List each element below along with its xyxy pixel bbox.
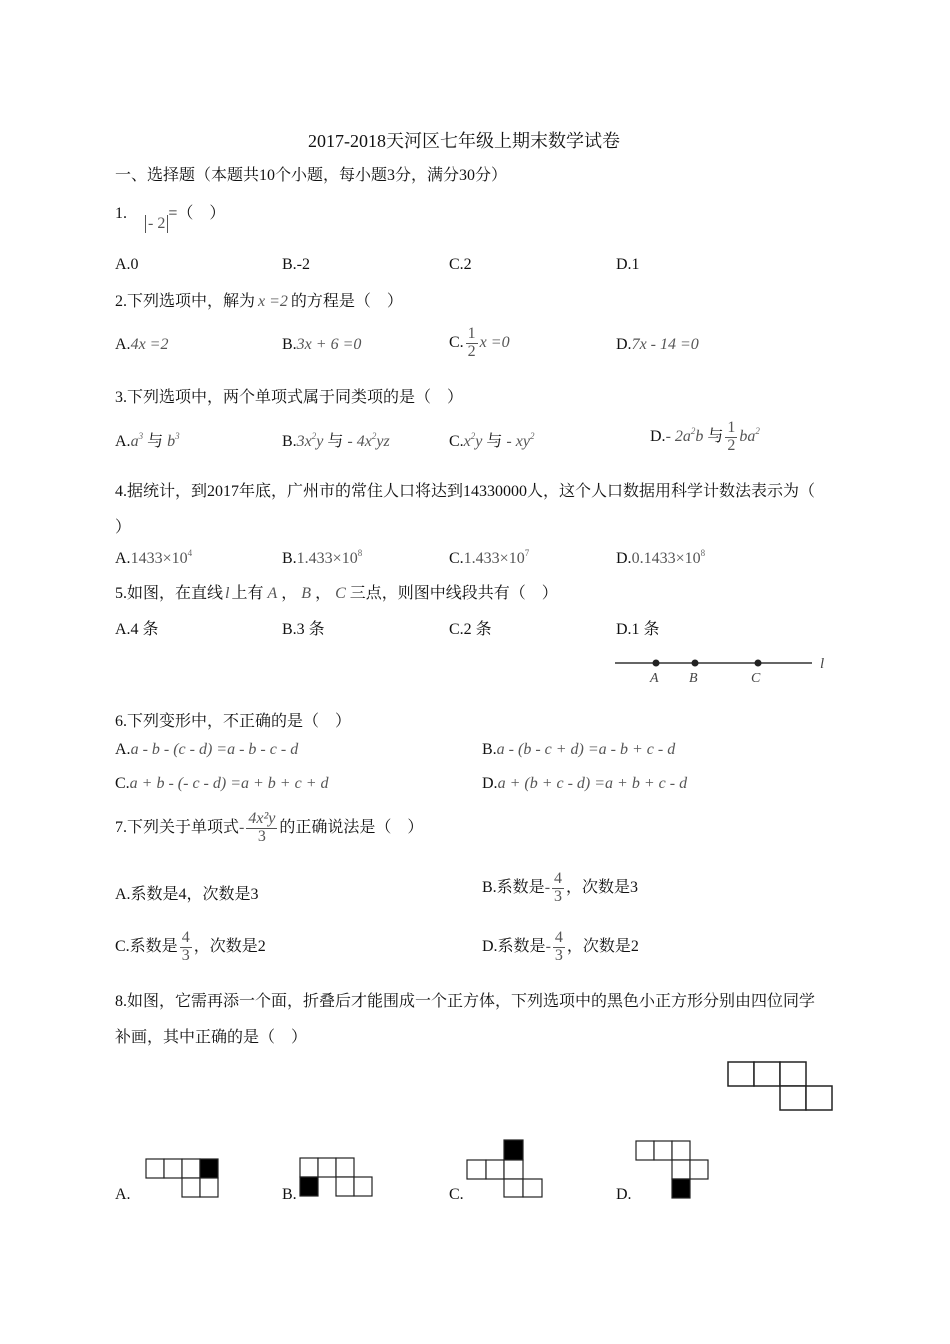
question-5: 5.如图，在直线 l 上有 A ， B ， C 三点，则图中线段共有（ ）	[115, 585, 558, 602]
page-title: 2017-2018天河区七年级上期末数学试卷	[308, 131, 620, 151]
question-2	[115, 288, 403, 311]
point-a	[653, 660, 660, 667]
q5-option-b: B.3 条	[282, 621, 325, 638]
black-square	[672, 1179, 690, 1198]
q1-option-a: A.0	[115, 256, 139, 273]
black-square	[300, 1177, 318, 1196]
question-1	[115, 200, 226, 232]
black-square	[504, 1140, 523, 1160]
q6-option-c: C.a + b - (- c - d) =a + b + c + d	[115, 775, 329, 792]
section-heading: 一、选择题（本题共10个小题，每小题3分，满分30分）	[115, 167, 508, 184]
q1-stem: =（ ）	[168, 205, 226, 222]
q2-option-b: B.3x + 6 =0	[282, 336, 362, 353]
label-l: l	[820, 656, 825, 672]
q7-option-a: A.系数是4，次数是3	[115, 886, 259, 903]
point-c	[755, 660, 762, 667]
q8-option-c-figure	[466, 1139, 546, 1199]
label-b: B	[689, 671, 698, 686]
net-square	[728, 1062, 754, 1086]
question-8: 8.如图，它需再添一个面，折叠后才能围成一个正方体，下列选项中的黑色小正方形分别由四位同学	[115, 993, 816, 1010]
q8-option-b-figure	[299, 1157, 377, 1199]
q5-option-d: D.1 条	[616, 621, 660, 638]
q3-option-a: $A.a^3$ 与 $b^3$	[115, 431, 180, 450]
net-square	[780, 1062, 806, 1086]
q6-option-a: A.a - b - (c - d) =a - b - c - d	[115, 741, 299, 758]
q1-number: 1.	[115, 205, 127, 222]
q7-option-b: B.系数是- $\frac{4}{3}$ ，次数是3	[482, 870, 639, 905]
net-square	[780, 1086, 806, 1110]
q1-absolute-value: - 2	[145, 215, 168, 233]
q5-option-c: C.2 条	[449, 621, 492, 638]
question-7: 7.下列关于单项式- $\frac{\text{4x²y}}{3}$ 的正确说法是（ ）	[115, 810, 424, 845]
q4-option-d: $D.0.1433\times 10^8$	[616, 548, 706, 567]
q8-option-d-figure	[635, 1140, 713, 1200]
q7-option-d: D.系数是- $\frac{4}{3}$ ，次数是2	[482, 929, 639, 964]
q4-option-c: $C.1.433\times 10^7$	[449, 548, 530, 567]
q1-option-d: D.1	[616, 256, 640, 273]
q2-equation: x =2	[258, 293, 288, 310]
q3-option-d: D.- $2a^2b$ 与 $\frac{1}{2}$ $ba^2$	[650, 419, 760, 454]
q6-option-d: D.a + (b + c - d) =a + b + c - d	[482, 775, 688, 792]
q3-option-c: $C.x^2y$ 与 - $xy^2$	[449, 431, 535, 450]
question-3: 3.下列选项中，两个单项式属于同类项的是（ ）	[115, 389, 464, 406]
q4-option-b: $B.1.433\times 10^8$	[282, 548, 363, 567]
black-square	[200, 1159, 218, 1178]
label-a: A	[650, 671, 659, 686]
net-square	[806, 1086, 832, 1110]
q6-option-b: B.a - (b - c + d) =a - b + c - d	[482, 741, 676, 758]
label-c: C	[751, 671, 761, 686]
q2-stem-pre: 2.下列选项中，解为	[115, 293, 256, 310]
q2-stem-post: 的方程是（ ）	[290, 293, 403, 310]
q8-option-a-figure	[145, 1158, 223, 1200]
question-8-cont: 补画，其中正确的是（ ）	[115, 1029, 308, 1046]
question-6: 6.下列变形中，不正确的是（ ）	[115, 713, 352, 730]
q2-option-d: D.7x - 14 =0	[616, 336, 699, 353]
q2-option-a: A.4x =2	[115, 336, 169, 353]
q5-option-a: A.4 条	[115, 621, 159, 638]
q5-line-figure	[612, 650, 837, 690]
point-b	[692, 660, 699, 667]
q3-option-b: $B.3x^2y$ 与 - $4x^2yz$	[282, 431, 390, 450]
q1-option-c: C.2	[449, 256, 472, 273]
question-4-cont: ）	[115, 519, 132, 536]
net-square	[754, 1062, 780, 1086]
q2-option-c: C. $\frac{1}{2}$ x =0	[449, 325, 510, 360]
q8-option-c-label: C.	[449, 1186, 464, 1203]
q4-option-a: $A.1433\times 10^4$	[115, 548, 193, 567]
q7-option-c: C.系数是 $\frac{4}{3}$ ，次数是2	[115, 929, 266, 964]
q1-option-b: B.-2	[282, 256, 310, 273]
q8-option-d-label: D.	[616, 1186, 632, 1203]
q8-option-a-label: A.	[115, 1186, 131, 1203]
q8-option-b-label: B.	[282, 1186, 297, 1203]
q8-net-figure	[727, 1061, 835, 1113]
question-4: 4.据统计，到2017年底，广州市的常住人口将达到14330000人，这个人口数据用科学计数法表示为（	[115, 483, 816, 500]
